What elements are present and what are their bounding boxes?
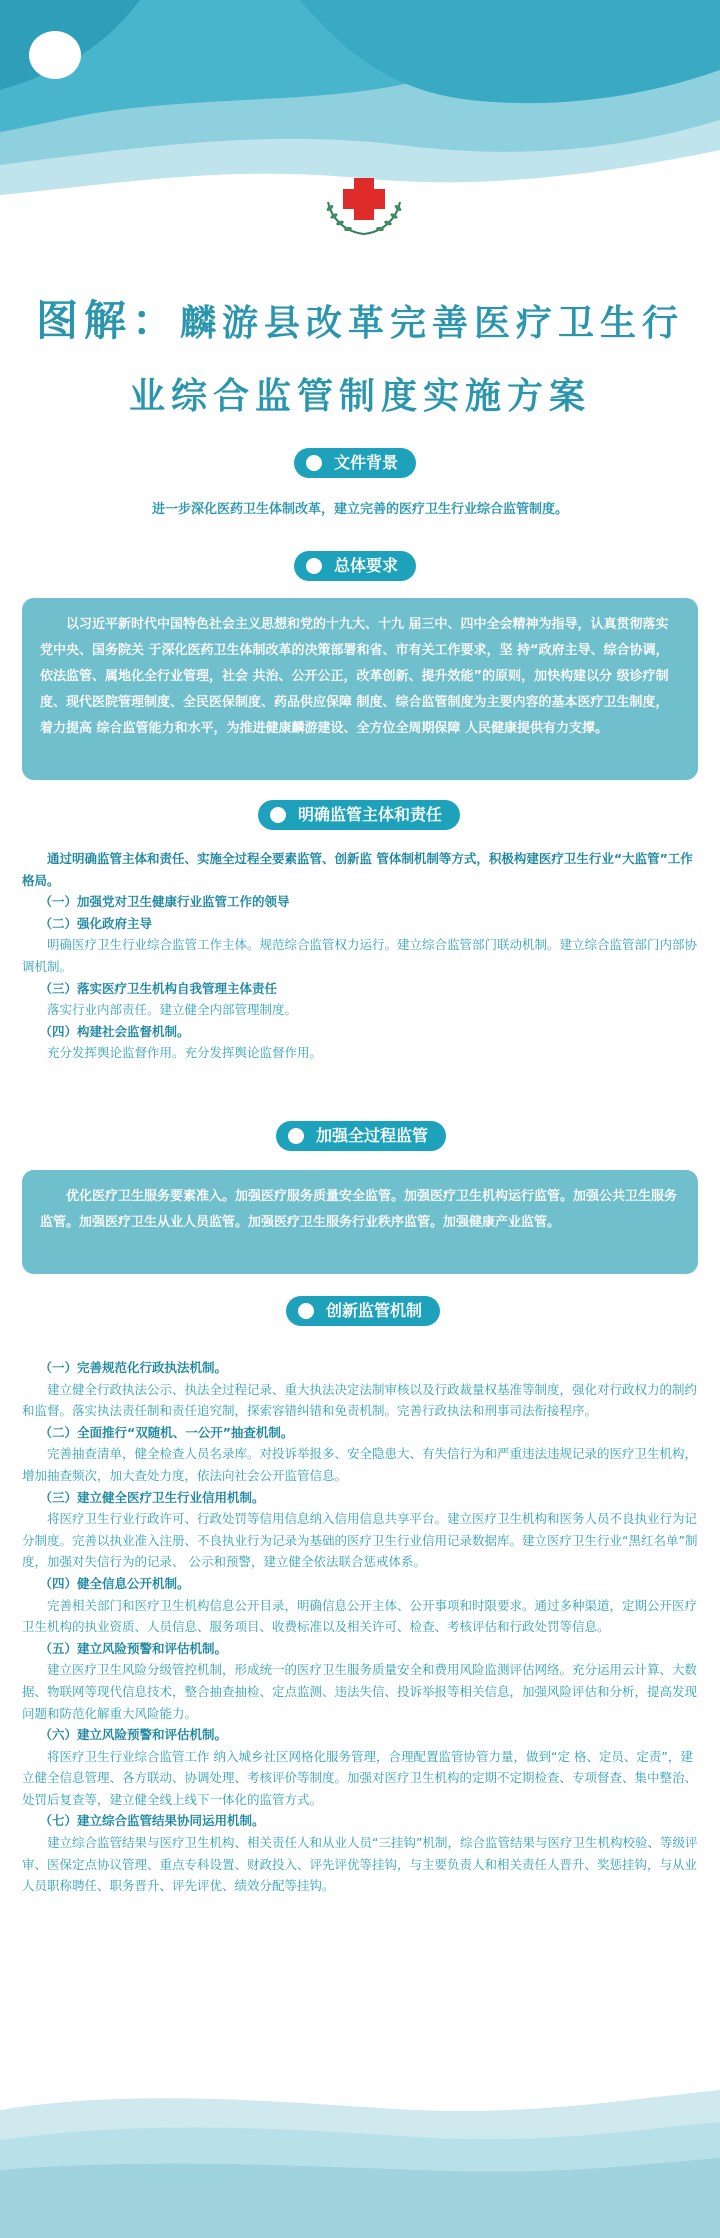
hero-wave-background bbox=[0, 0, 720, 200]
innovation-item-body: 完善相关部门和医疗卫生机构信息公开目录，明确信息公开主体、公开事项和时限要求。通过多种渠道，定期公开医疗卫生机构的执业资质、人员信息、服务项目、收费标准以及相关许可、检查、考核评估和行政处罚等信息。 bbox=[22, 1597, 698, 1635]
subjects-item-body: 充分发挥舆论监督作用。充分发挥舆论监督作用。 bbox=[47, 1045, 323, 1061]
pill-label: 创新监管机制 bbox=[326, 1301, 423, 1320]
subjects-item-body: 落实行业内部责任。建立健全内部管理制度。 bbox=[47, 1002, 298, 1018]
process-panel: 优化医疗卫生服务要素准入。加强医疗服务质量安全监管。加强医疗卫生机构运行监管。加强公共卫生服务监管。加强医疗卫生从业人员监管。加强医疗卫生服务行业秩序监管。加强健康产业监管。 bbox=[22, 1170, 698, 1274]
page-title-line1 bbox=[0, 288, 720, 348]
pill-label: 明确监管主体和责任 bbox=[298, 805, 443, 824]
white-dot-icon bbox=[306, 558, 322, 574]
section-pill-overall bbox=[294, 551, 416, 581]
innovation-item-heading: （三）建立健全医疗卫生行业信用机制。 bbox=[39, 1489, 265, 1505]
title-prefix: 图解： bbox=[35, 296, 180, 345]
page-title-line2: 业综合监管制度实施方案 bbox=[128, 376, 591, 417]
innovation-item-heading: （六）建立风险预警和评估机制。 bbox=[39, 1727, 228, 1743]
innovation-item-heading: （四）健全信息公开机制。 bbox=[39, 1575, 190, 1591]
innovation-item-heading: （一）完善规范化行政执法机制。 bbox=[39, 1360, 228, 1375]
section-pill-innovation bbox=[286, 1296, 440, 1326]
white-dot-icon bbox=[298, 1303, 314, 1319]
footer-wave bbox=[0, 2070, 720, 2238]
innovation-item-heading: （七）建立综合监管结果协同运用机制。 bbox=[39, 1813, 265, 1829]
pill-label: 文件背景 bbox=[334, 453, 399, 472]
subjects-section bbox=[22, 848, 698, 1064]
innovation-item-body: 建立医疗卫生风险分级管控机制，形成统一的医疗卫生服务质量安全和费用风险监测评估网络。充分运用云计算、大数据、物联网等现代信息技术，整合抽查抽检、定点监测、违法失信、投诉举报等相关信息，加强风险评估和分析，提高发现问题和防范化解重大风险能力。 bbox=[22, 1662, 698, 1721]
innovation-item-body: 建立综合监管结果与医疗卫生机构、相关责任人和从业人员“三挂钩”机制，综合监管结果与医疗卫生机构校验、等级评审、医保定点协议管理、重点专科设置、财政投入、评先评优等挂钩，与主要负责人和相关责任人晋升、奖惩挂钩，与从业人员职称聘任、职务晋升、评先评优、绩效分配等挂钩。 bbox=[22, 1835, 698, 1894]
subjects-item-heading: （一）加强党对卫生健康行业监管工作的领导 bbox=[39, 894, 290, 910]
hero-banner bbox=[0, 0, 720, 200]
section-pill-background bbox=[294, 448, 416, 478]
subjects-item-heading: （二）强化政府主导 bbox=[39, 915, 153, 931]
innovation-item-heading: （五）建立风险预警和评估机制。 bbox=[39, 1640, 228, 1656]
red-cross-laurel-icon bbox=[318, 172, 410, 244]
section-pill-subjects bbox=[258, 800, 460, 830]
innovation-item-body: 将医疗卫生行业行政许可、行政处罚等信用信息纳入信用信息共享平台。建立医疗卫生机构和医务人员不良执业行为记分制度。完善以执业准入注册、不良执业行为记录为基础的医疗卫生行业信用记录数据库。建立医疗卫生行业“黑红名单”制度，加强对失信行为的记录、 公示和预警，建立健全依法联合惩戒体系。 bbox=[22, 1511, 698, 1570]
white-dot-icon bbox=[288, 1128, 304, 1144]
subjects-item-heading: （三）落实医疗卫生机构自我管理主体责任 bbox=[39, 980, 278, 996]
pill-label: 加强全过程监管 bbox=[316, 1126, 429, 1145]
overall-panel: 以习近平新时代中国特色社会主义思想和党的十九大、十九 届三中、四中全会精神为指导，认真贯彻落实党中央、国务院关 于深化医药卫生体制改革的决策部署和省、市有关工作要求，坚 持“政府主导、综合协调，依法监管、属地化全行业管理，社会 共治、公开公正，改革创新、提升效能”的原则，加快构建以分 级诊疗制度、现代医院管理制度、全民医保制度、药品供应保障 制度、综合监管制度为主要内容的基本医疗卫生制度，着力提高 综合监管能力和水平，为推进健康麟游建设、全方位全周期保障 人民健康提供有力支撑。 bbox=[22, 598, 698, 780]
white-dot-icon bbox=[306, 455, 322, 471]
subjects-item-heading: （四）构建社会监督机制。 bbox=[39, 1023, 190, 1039]
innovation-item-heading: （二）全面推行“双随机、一公开”抽查机制。 bbox=[39, 1424, 294, 1440]
subjects-item-body: 明确医疗卫生行业综合监管工作主体。规范综合监管权力运行。建立综合监管部门联动机制。建立综合监管部门内部协调机制。 bbox=[22, 937, 698, 974]
pill-label: 总体要求 bbox=[334, 556, 399, 575]
subjects-intro: 通过明确监管主体和责任、实施全过程全要素监管、创新监 管体制机制等方式，积极构建医疗卫生行业“大监管”工作格局。 bbox=[22, 851, 693, 888]
innovation-item-body: 将医疗卫生行业综合监管工作 纳入城乡社区网格化服务管理，合理配置监管协管力量，做到“定 格、定员、定责”，建立健全信息管理、各方联动、协调处理、考核评价等制度。加强对医疗卫生机构的定期不定期检查、专项督查、集中整治、处罚后复查等，建立健全线上线下一体化的监管方式。 bbox=[22, 1748, 698, 1807]
footer-wave-background bbox=[0, 2070, 720, 2238]
innovation-item-body: 完善抽查清单，健全检查人员名录库。对投诉举报多、安全隐患大、有失信行为和严重违法违规记录的医疗卫生机构，增加抽查频次，加大查处力度，依法向社会公开监管信息。 bbox=[22, 1446, 698, 1483]
background-text: 进一步深化医药卫生体制改革，建立完善的医疗卫生行业综合监管制度。 bbox=[151, 502, 568, 517]
section-pill-process bbox=[276, 1121, 446, 1151]
innovation-item-body: 建立健全行政执法公示、执法全过程记录、重大执法决定法制审核以及行政裁量权基准等制度，强化对行政权力的制约和监督。落实执法责任制和责任追究制，探索容错纠错和免责机制。完善行政执法和刑事司法衔接程序。 bbox=[22, 1381, 698, 1419]
white-dot-icon bbox=[270, 807, 286, 823]
innovation-section bbox=[22, 1357, 698, 1897]
title-text-1: 麟游县改革完善医疗卫生行 bbox=[180, 303, 685, 344]
